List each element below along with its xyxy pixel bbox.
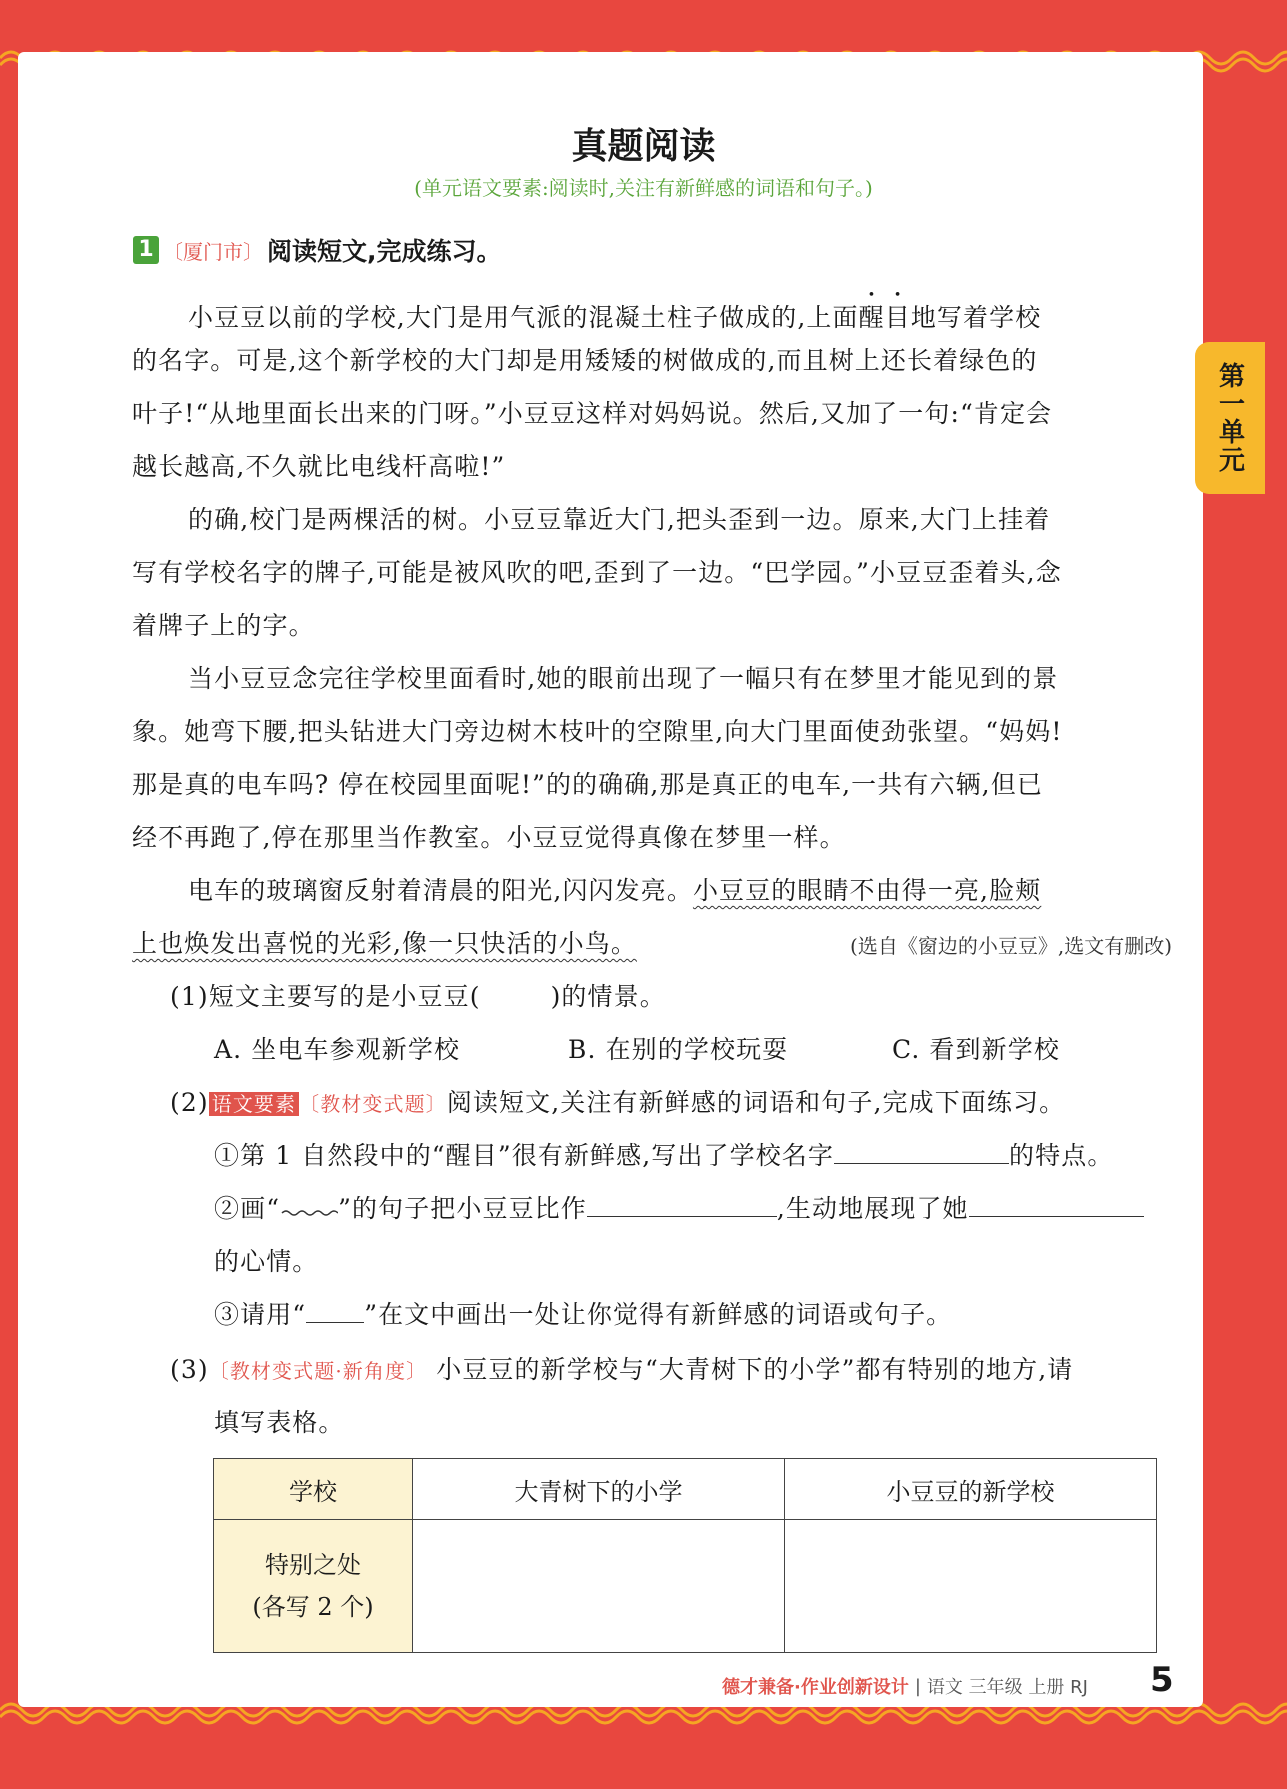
page-title: 真题阅读	[571, 126, 716, 167]
q1-option-a[interactable]: A. 坐电车参观新学校	[214, 1035, 461, 1064]
passage-line: 那是真的电车吗? 停在校园里面呢!”的的确确,那是真正的电车,一共有六辆,但已	[132, 770, 1043, 799]
answer-blank[interactable]	[969, 1192, 1144, 1217]
emphasized-word: 醒目	[858, 303, 911, 332]
answer-cell[interactable]	[413, 1520, 785, 1653]
passage-line: 当小豆豆念完往学校里面看时,她的眼前出现了一幅只有在梦里才能见到的景	[188, 664, 1059, 693]
passage-line: 小豆豆以前的学校,大门是用气派的混凝土柱子做成的,上面醒目地写着学校	[188, 303, 1042, 332]
answer-blank[interactable]	[834, 1139, 1009, 1164]
passage-line: 写有学校名字的牌子,可能是被风吹的吧,歪到了一边。“巴学园。”小豆豆歪着头,念	[132, 558, 1062, 587]
table-header-cell: 学校	[214, 1459, 413, 1520]
table-header-cell: 小豆豆的新学校	[785, 1459, 1157, 1520]
passage-source-note: (选自《窗边的小豆豆》,选文有删改)	[850, 934, 1172, 958]
table-row	[214, 1520, 1157, 1653]
passage-line: 的确,校门是两棵活的树。小豆豆靠近大门,把头歪到一边。原来,大门上挂着	[188, 505, 1051, 534]
unit-side-tab	[1195, 342, 1265, 494]
table-header-cell: 大青树下的小学	[413, 1459, 785, 1520]
q1-stem: (1)短文主要写的是小豆豆( )的情景。	[170, 982, 666, 1011]
answer-cell[interactable]	[785, 1520, 1157, 1653]
q2-sub1: ①第 1 自然段中的“醒目”很有新鲜感,写出了学校名字 的特点。	[214, 1141, 1114, 1170]
unit-side-tab-label: 第一单元	[1214, 362, 1245, 474]
question-number-badge: 1	[133, 236, 159, 264]
q1-option-c[interactable]: C. 看到新学校	[892, 1035, 1060, 1064]
answer-blank[interactable]	[587, 1192, 777, 1217]
question-header	[133, 232, 502, 268]
q1-option-b[interactable]: B. 在别的学校玩耍	[568, 1035, 789, 1064]
page-number: 5	[1150, 1660, 1174, 1700]
page-subtitle: (单元语文要素:阅读时,关注有新鲜感的词语和句子。)	[414, 176, 873, 200]
question-source: 〔厦门市〕	[163, 239, 263, 264]
passage-line: 经不再跑了,停在那里当作教室。小豆豆觉得真像在梦里一样。	[132, 823, 846, 852]
passage-line: 的名字。可是,这个新学校的大门却是用矮矮的树做成的,而且树上还长着绿色的	[132, 346, 1038, 375]
q2-sub2: ②画“ ”的句子把小豆豆比作 ,生动地展现了她	[214, 1189, 1254, 1225]
q3-stem-cont: 填写表格。	[214, 1408, 345, 1437]
table-row-label: 特别之处 (各写 2 个)	[214, 1520, 413, 1653]
footer-brand: 德才兼备·作业创新设计	[722, 1677, 909, 1698]
answer-table	[213, 1458, 1157, 1653]
question-instruction: 阅读短文,完成练习。	[267, 237, 502, 266]
q2-sub3: ③请用“ ”在文中画出一处让你觉得有新鲜感的词语或句子。	[214, 1300, 953, 1329]
passage-line: 电车的玻璃窗反射着清晨的阳光,闪闪发亮。小豆豆的眼睛不由得一亮,脸颊	[188, 876, 1042, 905]
q3-stem: (3)〔教材变式题·新角度〕 小豆豆的新学校与“大青树下的小学”都有特别的地方,请	[170, 1355, 1074, 1384]
q2-stem: (2) 语文要素 〔教材变式题〕阅读短文,关注有新鲜感的词语和句子,完成下面练习。	[170, 1088, 1066, 1117]
q2-sub2-cont: 的心情。	[214, 1247, 319, 1276]
page-footer: 德才兼备·作业创新设计 | 语文 三年级 上册 RJ	[722, 1673, 1088, 1699]
wavy-underlined-sentence: 上也焕发出喜悦的光彩,像一只快活的小鸟。	[132, 929, 637, 958]
underline-symbol	[306, 1298, 364, 1323]
footer-info: 语文 三年级 上册 RJ	[926, 1677, 1088, 1698]
wavy-underlined-sentence: 小豆豆的眼睛不由得一亮,脸颊	[692, 876, 1042, 905]
passage-line: 象。她弯下腰,把头钻进大门旁边树木枝叶的空隙里,向大门里面使劲张望。“妈妈!	[132, 717, 1063, 746]
passage-line: 越长越高,不久就比电线杆高啦!”	[132, 452, 506, 481]
passage-line: 叶子!“从地里面长出来的门呀。”小豆豆这样对妈妈说。然后,又加了一句:“肯定会	[132, 399, 1053, 428]
passage-line	[132, 924, 732, 960]
wavy-line-symbol	[280, 1199, 338, 1217]
q2-tag-badge: 语文要素	[209, 1092, 299, 1116]
table-row	[214, 1459, 1157, 1520]
q3-bracket-tag: 〔教材变式题·新角度〕	[208, 1359, 428, 1383]
q2-bracket-tag: 〔教材变式题〕	[299, 1092, 447, 1116]
passage-line: 着牌子上的字。	[132, 611, 315, 640]
